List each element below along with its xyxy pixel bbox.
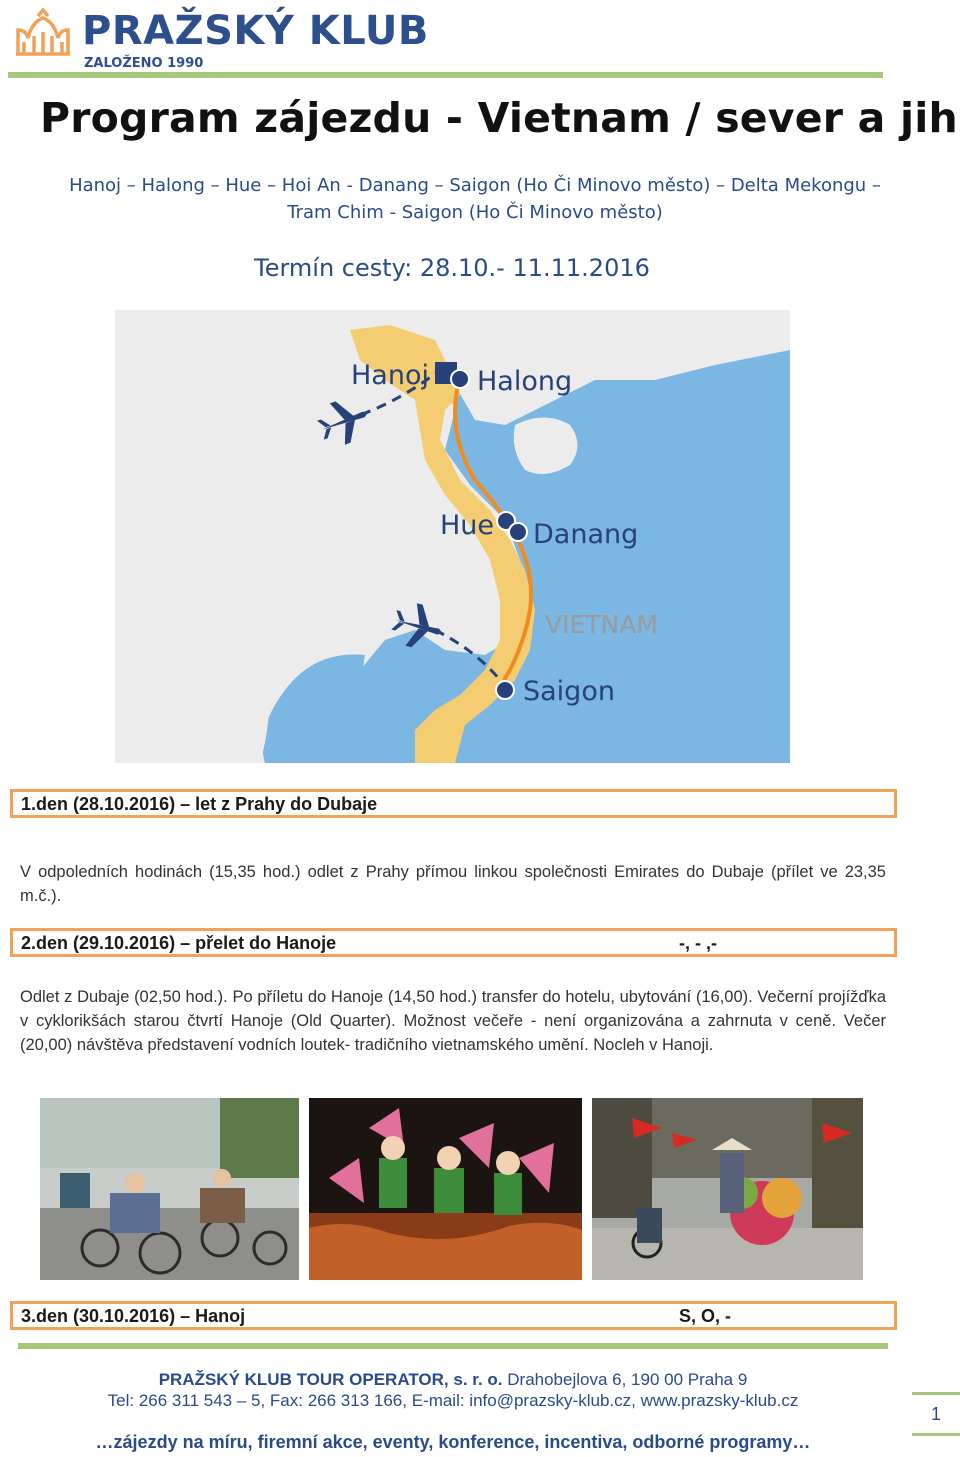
company-logo — [14, 6, 434, 72]
day-2-label: 2.den (29.10.2016) – přelet do Hanoje — [21, 933, 337, 953]
logo-name: PRAŽSKÝ KLUB — [82, 8, 429, 54]
header-divider — [8, 72, 883, 78]
footer-company-line — [0, 1370, 906, 1390]
day-2-header — [10, 928, 897, 957]
day-2-description: Odlet z Dubaje (02,50 hod.). Po příletu do Hanoje (14,50 hod.) transfer do hotelu, ubytování (16,00). Večerní projížďka v cyklorikšách starou čtvrtí Hanoje (Old Quarter). Možnost večeře - není organizována a zahrnuta v ceně. Večer (20,00) návštěva představení vodních loutek- tradičního vietnamského umění. Nocleh v Hanoji. — [20, 988, 886, 1054]
photo-cyclo-rickshaws — [40, 1098, 299, 1280]
map-label-saigon: Saigon — [523, 676, 615, 707]
photo-hanoi-street — [592, 1098, 863, 1280]
map-label-danang: Danang — [533, 519, 639, 550]
day-3-label: 3.den (30.10.2016) – Hanoj — [21, 1306, 246, 1326]
day-1-header — [10, 789, 897, 818]
footer-divider — [18, 1343, 888, 1349]
map-label-hanoj: Hanoj — [351, 360, 429, 391]
marker-danang — [509, 523, 527, 541]
logo-subtitle: ZALOŽENO 1990 — [84, 56, 204, 71]
day-2-meals: -, - ,- — [679, 933, 717, 953]
photo-water-puppets — [309, 1098, 582, 1280]
day-3-meals: S, O, - — [679, 1306, 732, 1326]
footer-contact: Tel: 266 311 543 – 5, Fax: 266 313 166, E-mail: info@prazsky-klub.cz, www.prazsky-klub.cz — [107, 1391, 799, 1410]
page-number: 1 — [930, 1404, 941, 1424]
day-1-description: V odpoledních hodinách (15,35 hod.) odlet z Prahy přímou linkou společnosti Emirates do Dubaje (přílet ve 23,35 m.č.). — [20, 863, 886, 905]
marker-halong — [451, 370, 469, 388]
footer-slogan: …zájezdy na míru, firemní akce, eventy, konference, incentiva, odborné programy… — [95, 1432, 811, 1452]
trip-dates: Termín cesty: 28.10.- 11.11.2016 — [254, 254, 650, 282]
map-hainan — [514, 418, 578, 475]
page-number-box — [912, 1392, 960, 1436]
route-subtitle: Hanoj – Halong – Hue – Hoi An - Danang – Saigon (Ho Či Minovo město) – Delta Mekongu – Tram Chim - Saigon (Ho Či Minovo město) — [69, 175, 881, 223]
map-label-hue: Hue — [440, 510, 495, 541]
route-map — [115, 310, 790, 763]
footer-address: Drahobejlova 6, 190 00 Praha 9 — [507, 1370, 748, 1389]
logo-crown-icon — [14, 8, 72, 58]
footer-company-name: PRAŽSKÝ KLUB TOUR OPERATOR, s. r. o. — [158, 1370, 503, 1389]
page-title: Program zájezdu - Vietnam / sever a jih — [40, 94, 958, 142]
day-3-header — [10, 1301, 897, 1330]
day-1-label: 1.den (28.10.2016) – let z Prahy do Dubaje — [21, 794, 378, 814]
map-label-halong: Halong — [477, 366, 573, 397]
marker-saigon — [496, 681, 514, 699]
map-label-vietnam: VIETNAM — [545, 610, 658, 639]
